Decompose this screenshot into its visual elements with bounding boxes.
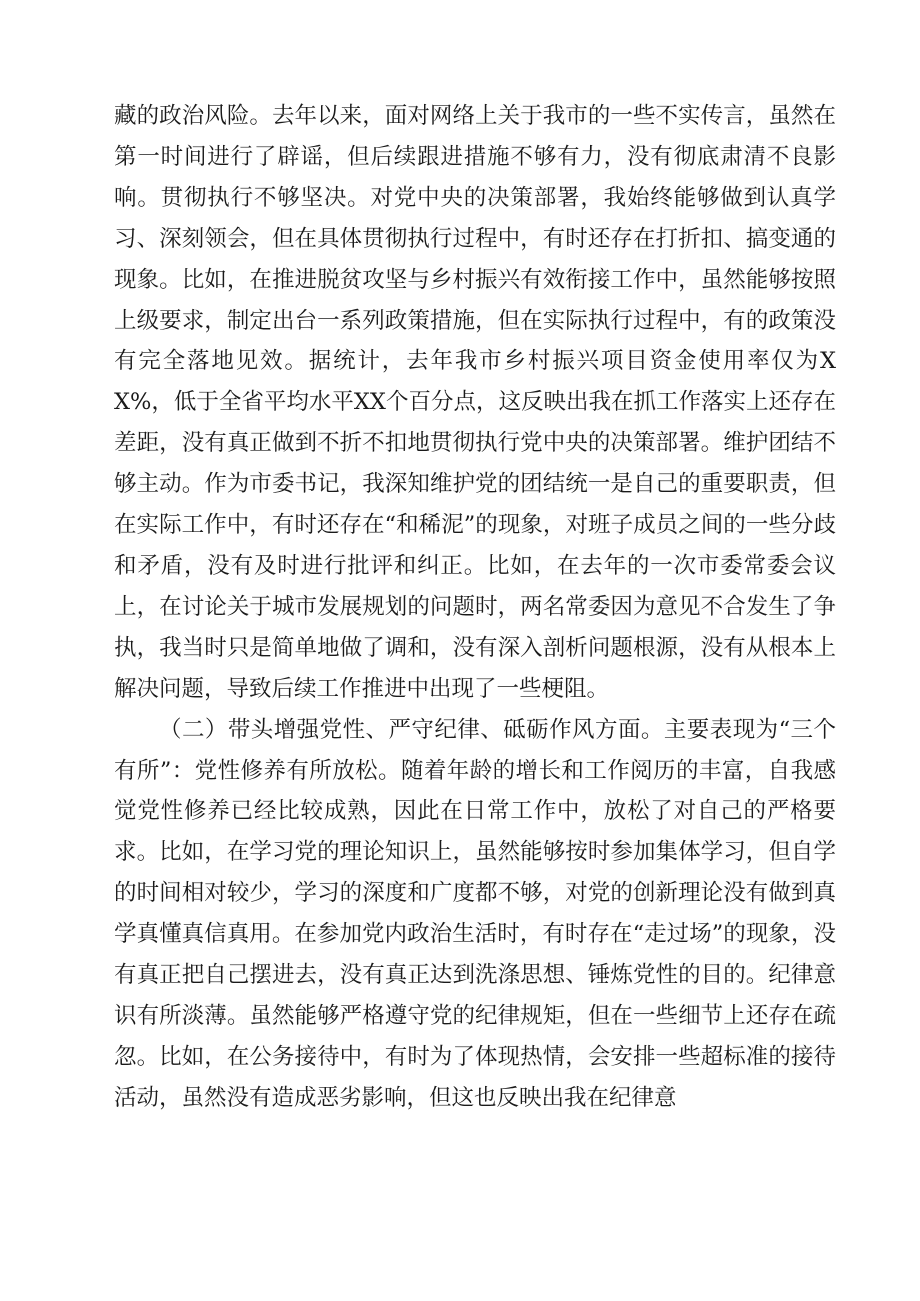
body-paragraph-continued: 藏的政治风险。去年以来，面对网络上关于我市的一些不实传言，虽然在第一时间进行了辟谣，但后续跟进措施不够有力，没有彻底肃清不良影响。贯彻执行不够坚决。对党中央的决策部署，我始终能够做到认真学习、深刻领会，但在具体贯彻执行过程中，有时还存在打折扣、搞变通的现象。比如，在推进脱贫攻坚与乡村振兴有效衔接工作中，虽然能够按照上级要求，制定出台一系列政策措施，但在实际执行过程中，有的政策没有完全落地见效。据统计，去年我市乡村振兴项目资金使用率仅为XX%，低于全省平均水平XX个百分点，这反映出我在抓工作落实上还存在差距，没有真正做到不折不扣地贯彻执行党中央的决策部署。维护团结不够主动。作为市委书记，我深知维护党的团结统一是自己的重要职责，但在实际工作中，有时还存在“和稀泥”的现象，对班子成员之间的一些分歧和矛盾，没有及时进行批评和纠正。比如，在去年的一次市委常委会议上，在讨论关于城市发展规划的问题时，两名常委因为意见不合发生了争执，我当时只是简单地做了调和，没有深入剖析问题根源，没有从根本上解决问题，导致后续工作推进中出现了一些梗阻。 [114, 103, 836, 702]
document-page [114, 96, 836, 1119]
body-paragraph-section-two: （二）带头增强党性、严守纪律、砥砺作风方面。主要表现为“三个有所”：党性修养有所放松。随着年龄的增长和工作阅历的丰富，自我感觉党性修养已经比较成熟，因此在日常工作中，放松了对自己的严格要求。比如，在学习党的理论知识上，虽然能够按时参加集体学习，但自学的时间相对较少，学习的深度和广度都不够，对党的创新理论没有做到真学真懂真信真用。在参加党内政治生活时，有时存在“走过场”的现象，没有真正把自己摆进去，没有真正达到洗涤思想、锤炼党性的目的。纪律意识有所淡薄。虽然能够严格遵守党的纪律规矩，但在一些细节上还存在疏忽。比如，在公务接待中，有时为了体现热情，会安排一些超标准的接待活动，虽然没有造成恶劣影响，但这也反映出我在纪律意 [114, 716, 836, 1111]
